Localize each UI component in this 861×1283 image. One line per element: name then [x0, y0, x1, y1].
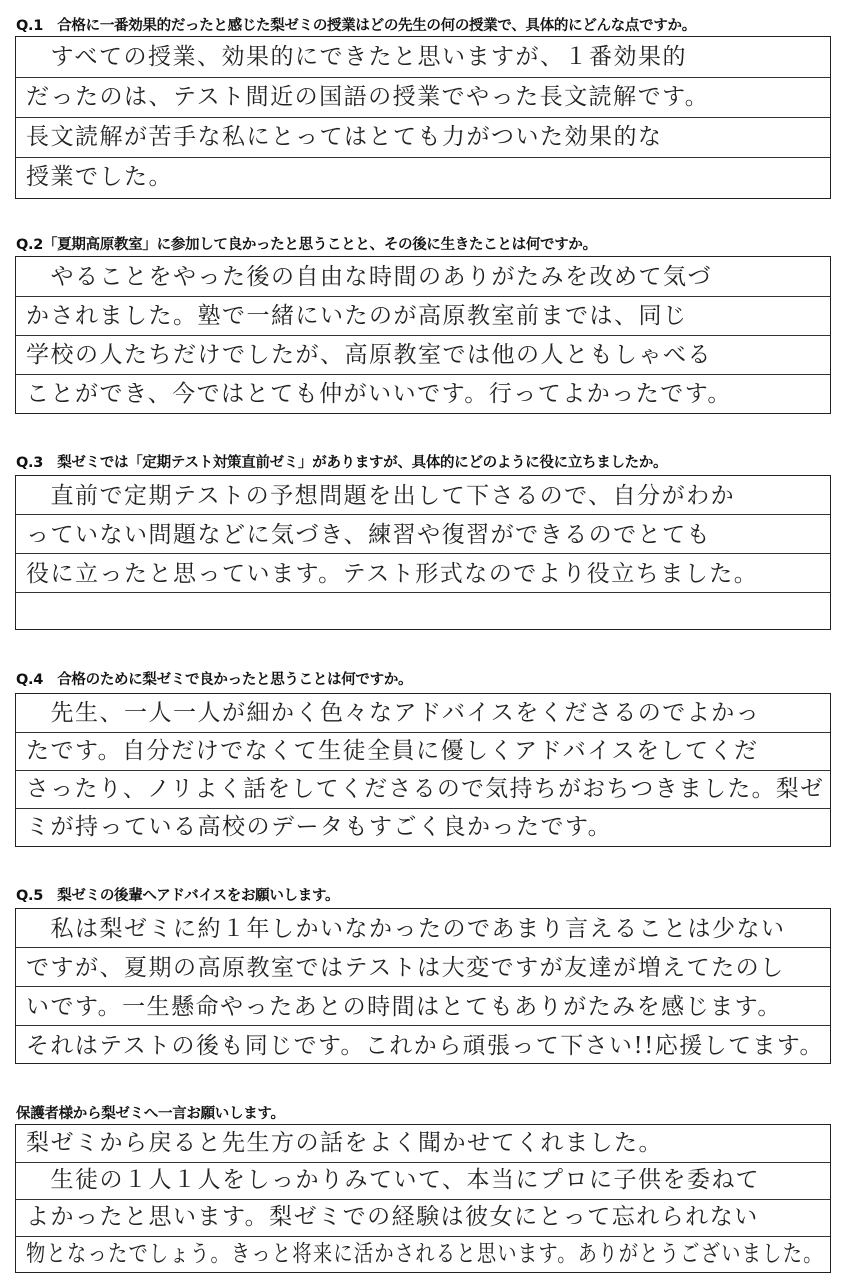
ruled-line [16, 77, 830, 78]
handwritten-line: たです。自分だけでなくて生徒全員に優しくアドバイスをしてくだ [26, 738, 759, 764]
ruled-line [16, 947, 830, 948]
ruled-line [16, 592, 830, 593]
handwritten-line: 梨ゼミから戻ると先生方の話をよく聞かせてくれました。 [26, 1130, 663, 1156]
q5-answer-box [15, 908, 831, 1064]
ruled-line [16, 1162, 830, 1163]
ruled-line [16, 1025, 830, 1026]
handwritten-line: ミが持っている高校のデータもすごく良かったです。 [26, 814, 613, 840]
handwritten-line: いです。一生懸命やったあとの時間はとてもありがたみを感じます。 [26, 994, 782, 1020]
handwritten-line: さったり、ノリよく話をしてくださるので気持ちがおちつきました。梨ゼ [26, 776, 825, 802]
handwritten-line: よかったと思います。梨ゼミでの経験は彼女にとって忘れられない [26, 1204, 759, 1230]
handwritten-line: かされました。塾で一緒にいたのが高原教室前までは、同じ [26, 303, 688, 329]
ruled-line [16, 157, 830, 158]
q4-heading: Q.4 合格のために梨ゼミで良かったと思うことは何ですか。 [16, 672, 413, 688]
ruled-line [16, 117, 830, 118]
q2-heading: Q.2「夏期高原教室」に参加して良かったと思うことと、その後に生きたことは何ですか。 [16, 237, 597, 253]
ruled-line [16, 808, 830, 809]
ruled-line [16, 514, 830, 515]
handwritten-line: ですが、夏期の高原教室ではテストは大変ですが友達が増えてたのし [26, 955, 785, 981]
handwritten-line: 長文読解が苦手な私にとってはとても力がついた効果的な [26, 124, 663, 150]
q1-answer-box [15, 36, 831, 199]
q1-heading: Q.1 合格に一番効果的だったと感じた梨ゼミの授業はどの先生の何の授業で、具体的にどんな点ですか。 [16, 18, 696, 34]
ruled-line [16, 335, 830, 336]
ruled-line [16, 770, 830, 771]
ruled-line [16, 1199, 830, 1200]
handwritten-line: やることをやった後の自由な時間のありがたみを改めて気づ [26, 264, 712, 290]
parent-answer-box [15, 1124, 831, 1273]
handwritten-line: すべての授業、効果的にできたと思いますが、１番効果的 [26, 44, 688, 70]
q4-answer-box [15, 693, 831, 847]
ruled-line [16, 986, 830, 987]
handwritten-line: 生徒の１人１人をしっかりみていて、本当にプロに子供を委ねて [26, 1167, 760, 1193]
ruled-line [16, 296, 830, 297]
ruled-line [16, 553, 830, 554]
ruled-line [16, 1236, 830, 1237]
handwritten-line: 学校の人たちだけでしたが、高原教室では他の人ともしゃべる [26, 342, 712, 368]
handwritten-line: っていない問題などに気づき、練習や復習ができるのでとても [26, 522, 712, 548]
handwritten-line: 物となったでしょう。きっと将来に活かされると思います。ありがとうございました。 [26, 1241, 824, 1267]
handwritten-line: だったのは、テスト間近の国語の授業でやった長文読解です。 [26, 84, 710, 110]
q3-heading: Q.3 梨ゼミでは「定期テスト対策直前ゼミ」がありますが、具体的にどのように役に立ちましたか。 [16, 455, 668, 471]
q2-answer-box [15, 256, 831, 414]
handwritten-line: それはテストの後も同じです。これから頑張って下さい!!応援してます。 [26, 1033, 824, 1059]
ruled-line [16, 374, 830, 375]
q5-heading: Q.5 梨ゼミの後輩へアドバイスをお願いします。 [16, 888, 340, 904]
handwritten-line: 授業でした。 [26, 164, 173, 190]
ruled-line [16, 732, 830, 733]
handwritten-line: 直前で定期テストの予想問題を出して下さるので、自分がわか [26, 483, 736, 509]
handwritten-line: 役に立ったと思っています。テスト形式なのでより役立ちました。 [26, 561, 759, 587]
handwritten-line: ことができ、今ではとても仲がいいです。行ってよかったです。 [26, 381, 732, 407]
parent-heading: 保護者様から梨ゼミへ一言お願いします。 [16, 1106, 285, 1122]
handwritten-line: 先生、一人一人が細かく色々なアドバイスをくださるのでよかっ [26, 700, 761, 726]
q3-answer-box [15, 475, 831, 630]
handwritten-line: 私は梨ゼミに約１年しかいなかったのであまり言えることは少ない [26, 916, 786, 942]
